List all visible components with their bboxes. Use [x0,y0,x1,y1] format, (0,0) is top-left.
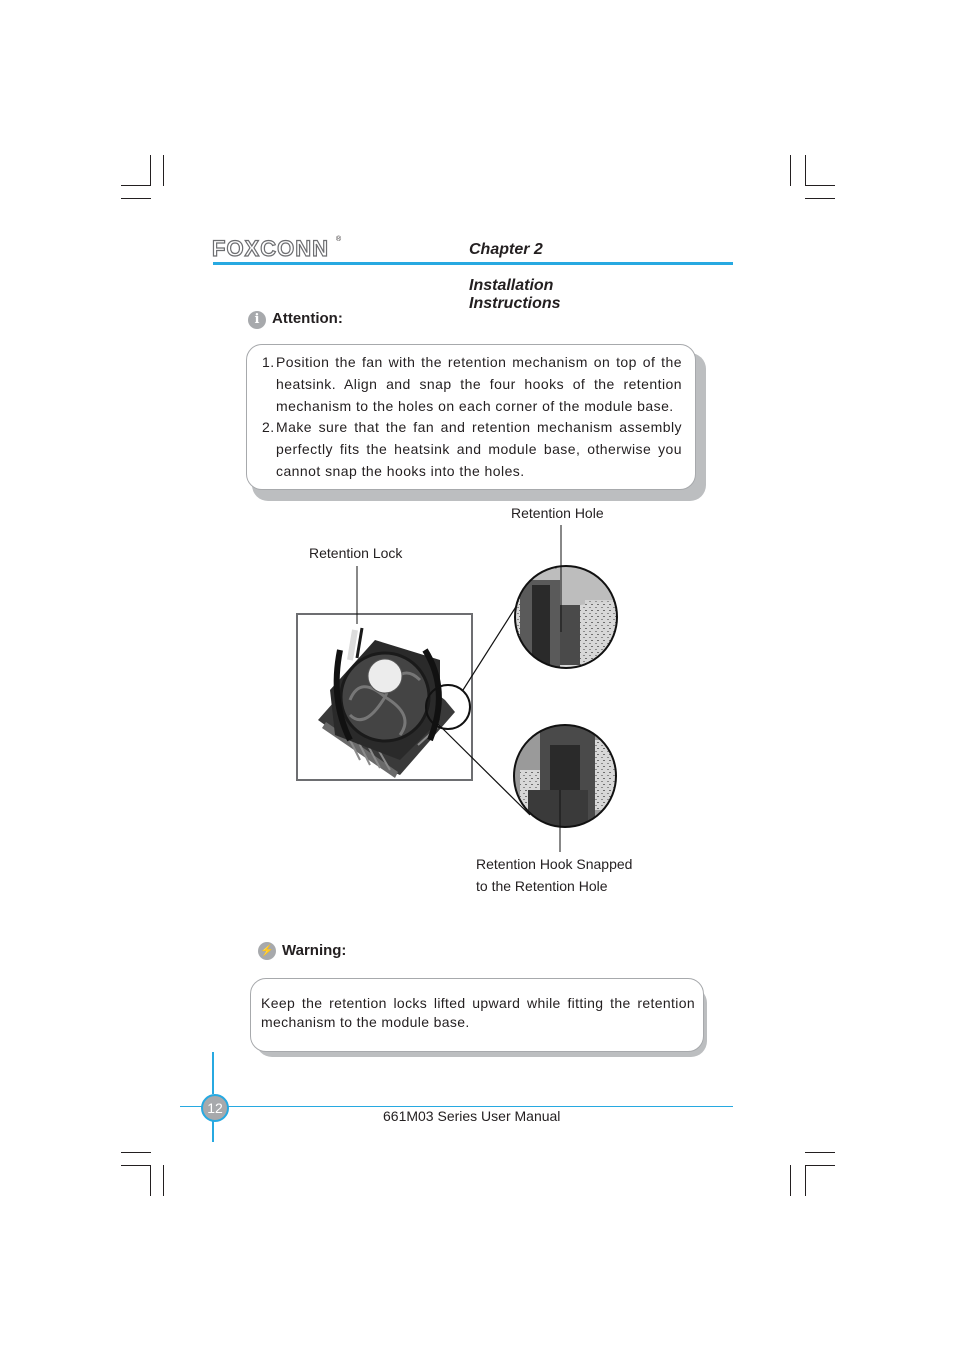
attention-item [262,352,682,417]
retention-hole-label: Retention Hole [511,505,604,521]
crop-mark [790,1165,791,1196]
item-text: Position the fan with the retention mechanism on top of the heatsink. Align and snap the four hooks of the retention mechanism to the holes on each corner of the module base. [276,354,682,414]
header-rule [213,262,733,265]
attention-title: Attention: [272,310,343,327]
crop-mark [150,155,151,186]
footer-vertical-rule [212,1052,214,1094]
attention-box [246,344,696,490]
chapter-title: Installation Instructions [469,277,561,312]
manual-title: 661M03 Series User Manual [383,1108,561,1124]
crop-mark [121,198,151,199]
fan-assembly-figure [290,520,630,860]
crop-mark [163,155,164,186]
item-number: 2. [262,419,275,436]
chapter-heading [469,241,561,313]
zoom-retention-hole [510,560,630,680]
crop-mark [121,1165,151,1166]
warning-text: Keep the retention locks lifted upward while fitting the retention mechanism to the module base. [261,995,695,1030]
item-text: Make sure that the fan and retention mechanism assembly perfectly fits the heatsink and module base, otherwise you cannot snap the hooks into the holes. [276,419,682,479]
zoom-retention-hook [510,720,630,840]
retention-lock-label: Retention Lock [309,545,403,561]
item-number: 1. [262,354,275,370]
retention-hook-label-line1: Retention Hook Snapped [476,856,633,872]
crop-mark [790,155,791,186]
crop-mark [805,1152,835,1153]
crop-mark [805,185,835,186]
attention-list [262,352,682,483]
foxconn-logo: FOXCONN [212,236,329,261]
crop-mark [805,155,806,186]
page-number: 12 [201,1094,229,1122]
warning-box [250,978,704,1052]
warning-icon: ⚡ [258,942,276,960]
crop-mark [805,198,835,199]
crop-mark [805,1165,835,1166]
fan-hub-label [368,659,402,693]
attention-item [262,417,682,482]
retention-hook-label-line2: to the Retention Hole [476,878,608,894]
footer-rule [180,1106,733,1107]
crop-mark [805,1165,806,1196]
footer-vertical-rule [212,1120,214,1142]
registered-mark: ® [336,236,342,243]
info-icon: i [248,311,266,329]
chapter-number: Chapter 2 [469,241,543,258]
crop-mark [163,1165,164,1196]
crop-mark [121,185,151,186]
warning-title: Warning: [282,942,347,959]
crop-mark [121,1152,151,1153]
crop-mark [150,1165,151,1196]
